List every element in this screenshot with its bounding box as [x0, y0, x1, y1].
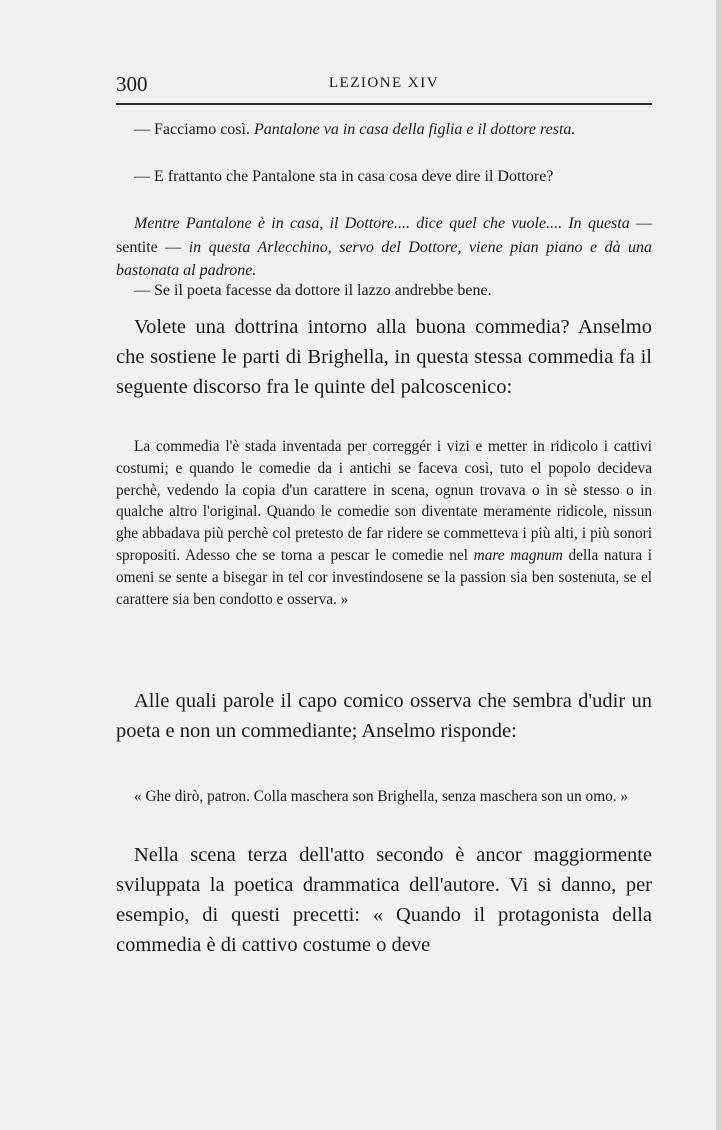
stage-direction-3: in questa Arlecchino, servo del Dottore, viene pian piano e dà una bastonata al padrone. — [116, 238, 653, 279]
quote-1-italic: mare magnum — [473, 546, 563, 564]
chapter-title: LEZIONE XIV — [328, 75, 440, 91]
paragraph-2: Alle quali parole il capo comico osserva che sembra d'udir un poeta e non un commediante; Anselmo risponde: — [116, 690, 652, 742]
paragraph-1: Volete una dottrina intorno alla buona commedia? Anselmo che sostiene le parti di Brighella, in questa stessa commedia fa il seguente discorso fra le quinte del palcoscenico: — [116, 316, 652, 398]
header-rule — [116, 103, 652, 105]
page-edge-shadow — [716, 0, 722, 1130]
quote-1-text-b: della natura i omeni se sente a bisegar in tel cor investindosene se la passion sia ben sostenuta, se el carattere sia ben condotto e osserva. » — [116, 546, 653, 608]
paragraph-3: Nella scena terza dell'atto secondo è ancor maggiormente sviluppata la poetica drammatica dell'autore. Vi si danno, per esempio, di questi precetti: « Quando il protagonista della commedia è di cattivo costume o deve — [116, 844, 652, 956]
running-header — [116, 72, 652, 98]
dialogue-line-2: — E frattanto che Pantalone sta in casa cosa deve dire il Dottore? — [134, 168, 554, 185]
stage-direction-1: Pantalone va in casa della figlia e il dottore resta. — [253, 121, 576, 138]
dialogue-line-4: — Se il poeta facesse da dottore il lazzo andrebbe bene. — [134, 282, 492, 299]
dialogue-aside: — sentite — — [116, 215, 653, 256]
quote-block-1 — [116, 436, 652, 610]
dialogue-line-1 — [116, 118, 652, 142]
dialogue-line-3 — [116, 212, 652, 283]
stage-direction-2: Mentre Pantalone è in casa, il Dottore.... dice quel che vuole.... In questa — [134, 215, 630, 232]
page-number: 300 — [116, 72, 148, 96]
dialogue-line-1-speech: — Facciamo così. — [134, 121, 254, 138]
quote-1-text-a: La commedia l'è stada inventada per correggér i vizi e metter in ridicolo i cattivi costumi; e quando le comedie da i antichi se faceva così, tuto el popolo decideva perchè, vedendo la copia d'un carattere in scena, ognun trovava o in sè stesso o in qualche altro l'original. Quando le comedie son diventate meramente ridicole, nissun ghe abbadava più perchè col pretesto de far ridere se commetteva i più alti, i più sonori spropositi. Adesso che se torna a pescar le comedie nel — [116, 438, 652, 564]
quote-block-2: « Ghe dirò, patron. Colla maschera son Brighella, senza maschera son un omo. » — [134, 788, 629, 805]
